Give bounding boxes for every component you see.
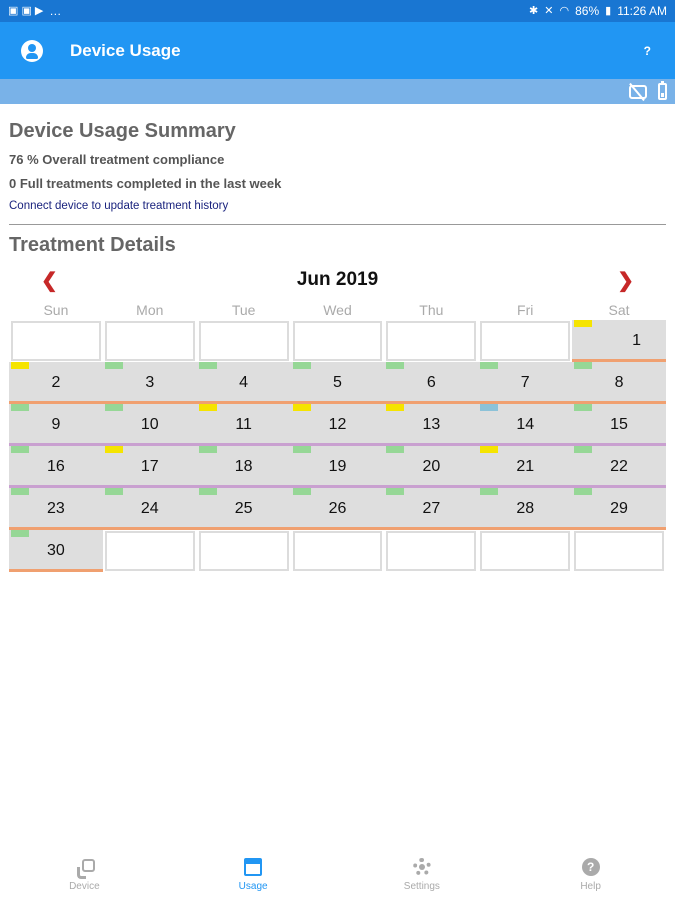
day-number: 14: [516, 416, 535, 433]
bottom-nav: [0, 846, 675, 900]
calendar-day[interactable]: [572, 404, 666, 446]
treatment-marker: [11, 404, 29, 411]
notification-icon: ▣ ▣ ▶: [8, 4, 44, 17]
day-number: 19: [328, 458, 347, 475]
empty-day-cell: [105, 321, 195, 361]
treatment-marker: [574, 488, 592, 495]
bluetooth-icon: ✱: [529, 4, 539, 17]
treatment-marker: [105, 362, 123, 369]
day-number: 15: [610, 416, 628, 433]
day-number: 10: [140, 416, 159, 433]
treatment-marker: [574, 446, 592, 453]
calendar-day[interactable]: [572, 320, 666, 362]
calendar-day[interactable]: [478, 488, 572, 530]
day-number: 17: [140, 458, 159, 475]
device-battery-icon[interactable]: [658, 83, 667, 100]
battery-icon: ▮: [605, 4, 612, 17]
treatment-marker: [293, 446, 311, 453]
calendar-day[interactable]: [384, 488, 478, 530]
treatment-marker: [199, 362, 217, 369]
treatment-marker: [105, 446, 123, 453]
empty-day-cell: [480, 321, 570, 361]
calendar-day[interactable]: [384, 362, 478, 404]
day-number: 9: [51, 416, 61, 433]
nav-settings[interactable]: [338, 846, 507, 900]
treatment-marker: [105, 488, 123, 495]
full-treatments-text: 0 Full treatments completed in the last week: [9, 176, 282, 191]
calendar-day[interactable]: [197, 488, 291, 530]
connect-device-link[interactable]: Connect device to update treatment history: [9, 200, 229, 212]
help-button[interactable]: ?: [643, 43, 651, 58]
calendar-day[interactable]: [103, 362, 197, 404]
treatment-details-title: Treatment Details: [9, 234, 176, 256]
nav-help[interactable]: [506, 846, 675, 900]
status-time: 11:26 AM: [617, 4, 667, 18]
calendar-day[interactable]: [291, 488, 385, 530]
prev-month-button[interactable]: ❮: [41, 270, 58, 292]
day-number: 18: [234, 458, 253, 475]
compliance-text: 76 % Overall treatment compliance: [9, 152, 225, 167]
wifi-icon: ◠: [559, 4, 570, 17]
treatment-marker: [480, 404, 498, 411]
day-number: 22: [610, 458, 628, 475]
calendar-day[interactable]: [103, 488, 197, 530]
treatment-marker: [480, 362, 498, 369]
treatment-marker: [293, 488, 311, 495]
weekday-label: Tue: [231, 302, 256, 318]
calendar-header: [9, 266, 666, 294]
day-number: 6: [426, 374, 436, 391]
day-number: 20: [422, 458, 441, 475]
treatment-marker: [105, 404, 123, 411]
weekday-label: Mon: [136, 302, 164, 318]
divider: [9, 224, 666, 225]
empty-day-cell: [480, 531, 570, 571]
calendar-day[interactable]: [291, 446, 385, 488]
status-left-text: …: [49, 4, 62, 18]
calendar-day[interactable]: [103, 404, 197, 446]
nav-usage[interactable]: [169, 846, 338, 900]
day-number: 5: [333, 374, 342, 391]
calendar-day[interactable]: [291, 404, 385, 446]
calendar-day[interactable]: [197, 446, 291, 488]
calendar-day[interactable]: [572, 446, 666, 488]
weekday-label: Wed: [323, 302, 352, 318]
weekday-row: [9, 302, 666, 318]
calendar-day[interactable]: [9, 362, 103, 404]
day-number: 28: [516, 500, 535, 517]
day-number: 25: [234, 500, 253, 517]
treatment-marker: [386, 404, 404, 411]
usage-summary: [9, 120, 666, 214]
day-number: 2: [51, 374, 61, 391]
nav-label: Usage: [238, 881, 268, 892]
day-number: 7: [520, 374, 530, 391]
weekday-label: Sun: [43, 302, 69, 318]
day-number: 1: [632, 332, 641, 349]
treatment-marker: [480, 446, 498, 453]
empty-day-cell: [386, 531, 476, 571]
treatment-marker: [293, 404, 311, 411]
next-month-button[interactable]: ❯: [617, 270, 634, 292]
empty-day-cell: [386, 321, 476, 361]
empty-day-cell: [574, 531, 664, 571]
treatment-marker: [480, 488, 498, 495]
treatment-marker: [386, 488, 404, 495]
month-label: Jun 2019: [296, 269, 379, 290]
status-bar: [0, 0, 675, 22]
calendar-day[interactable]: [291, 362, 385, 404]
calendar-grid: [9, 320, 666, 572]
treatment-marker: [386, 362, 404, 369]
treatment-marker: [293, 362, 311, 369]
calendar-day[interactable]: [197, 404, 291, 446]
weekday-label: Thu: [419, 302, 444, 318]
nav-device[interactable]: [0, 846, 169, 900]
device-icon: [75, 858, 93, 876]
day-number: 12: [328, 416, 347, 433]
calendar-day[interactable]: [9, 404, 103, 446]
day-number: 30: [47, 542, 65, 559]
nav-label: Device: [69, 881, 100, 892]
empty-day-cell: [199, 321, 289, 361]
calendar-day[interactable]: [478, 362, 572, 404]
day-number: 27: [422, 500, 441, 517]
day-number: 24: [140, 500, 159, 517]
treatment-marker: [199, 488, 217, 495]
treatment-marker: [574, 362, 592, 369]
battery-percent: 86%: [575, 4, 600, 18]
weekday-label: Fri: [517, 302, 534, 318]
day-number: 4: [239, 374, 249, 391]
calendar-day[interactable]: [572, 362, 666, 404]
empty-day-cell: [293, 531, 383, 571]
treatment-marker: [11, 530, 29, 537]
mute-icon: ✕: [544, 4, 554, 17]
treatment-marker: [574, 404, 592, 411]
empty-day-cell: [105, 531, 195, 571]
treatment-marker: [386, 446, 404, 453]
calendar-day[interactable]: [572, 488, 666, 530]
day-number: 26: [328, 500, 347, 517]
empty-day-cell: [293, 321, 383, 361]
help-icon: ?: [582, 858, 600, 876]
treatment-marker: [574, 320, 592, 327]
app-title: Device Usage: [70, 40, 181, 60]
calendar-day[interactable]: [384, 404, 478, 446]
weekday-label: Sat: [608, 302, 630, 318]
device-status-bar: [0, 79, 675, 104]
account-icon[interactable]: [21, 40, 43, 62]
day-number: 16: [47, 458, 65, 475]
day-number: 8: [614, 374, 624, 391]
calendar-icon: [244, 858, 262, 876]
gear-icon: [413, 858, 431, 876]
calendar-day[interactable]: [384, 446, 478, 488]
treatment-marker: [11, 362, 29, 369]
treatment-marker: [199, 404, 217, 411]
calendar-day[interactable]: [9, 530, 103, 572]
empty-day-cell: [199, 531, 289, 571]
app-bar: [0, 22, 675, 79]
day-number: 13: [422, 416, 441, 433]
day-number: 21: [516, 458, 535, 475]
calendar-day[interactable]: [9, 488, 103, 530]
nav-label: Help: [580, 881, 601, 892]
calendar-day[interactable]: [197, 362, 291, 404]
calendar-day[interactable]: [103, 446, 197, 488]
calendar-day[interactable]: [478, 446, 572, 488]
summary-title: Device Usage Summary: [9, 120, 236, 142]
treatment-marker: [199, 446, 217, 453]
day-number: 23: [47, 500, 65, 517]
day-number: 11: [235, 416, 252, 433]
calendar-day[interactable]: [478, 404, 572, 446]
day-number: 3: [145, 374, 155, 391]
treatment-marker: [11, 488, 29, 495]
nav-label: Settings: [403, 881, 440, 892]
empty-day-cell: [11, 321, 101, 361]
treatment-marker: [11, 446, 29, 453]
disconnected-icon[interactable]: [626, 82, 648, 102]
day-number: 29: [610, 500, 628, 517]
calendar-day[interactable]: [9, 446, 103, 488]
